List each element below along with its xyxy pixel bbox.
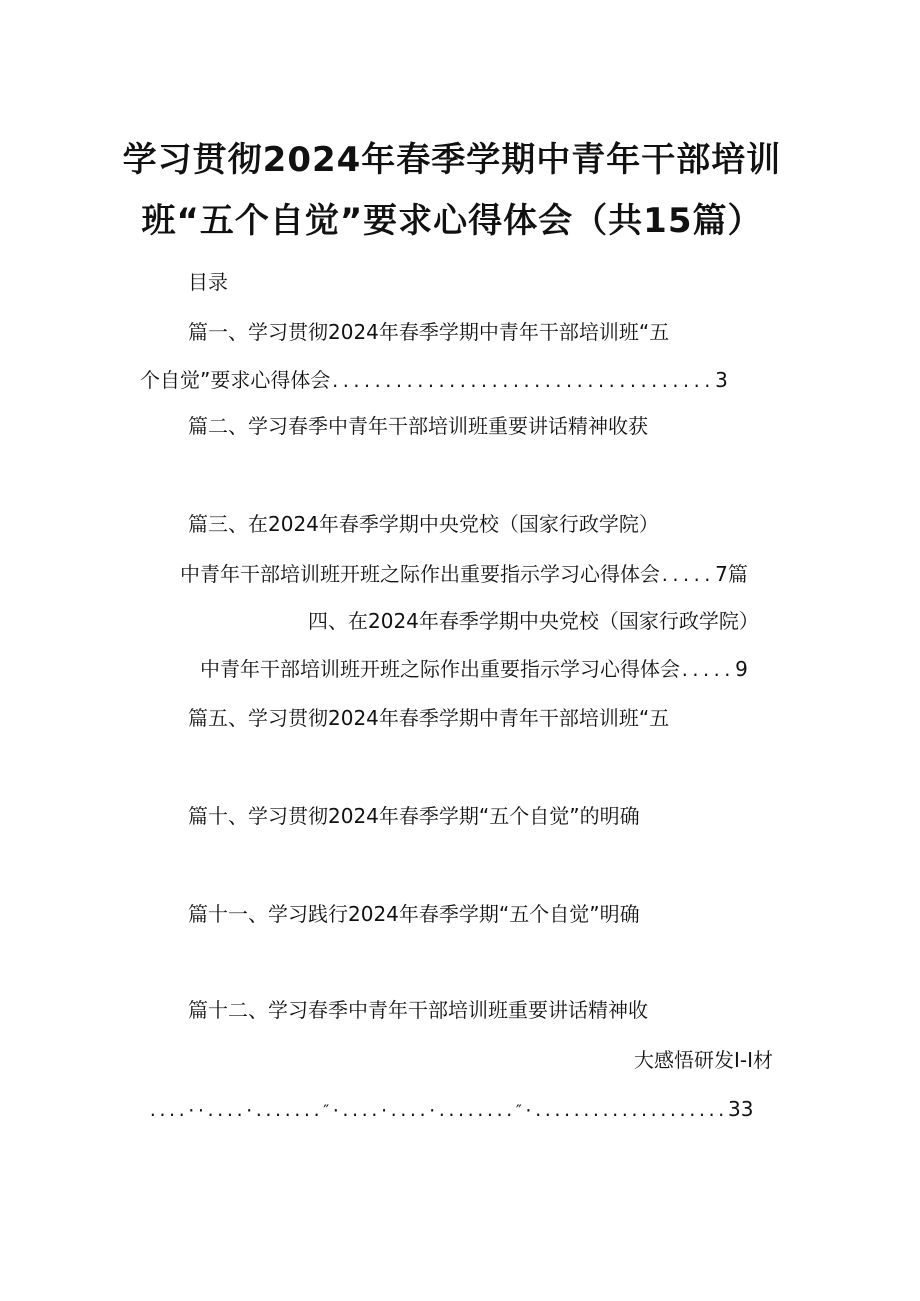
toc-heading: 目录 (188, 270, 228, 294)
toc-entry[interactable] (188, 512, 659, 536)
toc-entry-text: 篇十二、学习春季中青年干部培训班重要讲话精神收 (188, 998, 648, 1022)
toc-page-number: 33 (727, 1097, 754, 1121)
toc-entry-text: 大感悟研发I-I材 (634, 1048, 774, 1072)
document-title-line-1: 学习贯彻2024年春季学期中青年干部培训 (122, 140, 782, 180)
document-title-line-2: 班“五个自觉”要求心得体会（共15篇） (141, 201, 763, 241)
toc-entry[interactable] (200, 657, 748, 683)
toc-entry[interactable] (140, 368, 728, 394)
toc-entry-text: 个自觉”要求心得体会 (140, 368, 331, 392)
toc-entry-text: 篇二、学习春季中青年干部培训班重要讲话精神收获 (188, 414, 648, 438)
toc-page-number: 7篇 (715, 562, 748, 586)
toc-entry-text: 篇五、学习贯彻2024年春季学期中青年干部培训班“五 (188, 706, 670, 730)
toc-entry-text: 中青年干部培训班开班之际作出重要指示学习心得体会 (200, 657, 680, 681)
toc-entry[interactable] (148, 1097, 753, 1123)
toc-entry[interactable] (308, 609, 759, 633)
toc-page-number: 9 (735, 657, 748, 681)
toc-leader-dots: ..... (660, 566, 714, 585)
toc-entry-text: 篇十、学习贯彻2024年春季学期“五个自觉”的明确 (188, 804, 640, 828)
toc-entry[interactable] (180, 562, 748, 588)
toc-entry[interactable] (188, 804, 640, 828)
toc-entry[interactable] (188, 320, 669, 344)
toc-leader-dots: ..... (680, 661, 734, 680)
toc-leader-dots: .................................... (330, 372, 714, 391)
toc-entry-text: 篇三、在2024年春季学期中央党校（国家行政学院） (188, 512, 659, 536)
toc-entry-text: 中青年干部培训班开班之际作出重要指示学习心得体会 (180, 562, 660, 586)
toc-leader-dots: ....··....·.......″·....·....·........″·.................... (148, 1101, 726, 1120)
toc-entry[interactable] (188, 998, 648, 1022)
toc-entry[interactable] (634, 1048, 773, 1072)
toc-entry[interactable] (188, 414, 648, 438)
toc-page-number: 3 (715, 368, 728, 392)
toc-entry[interactable] (188, 902, 640, 926)
toc-entry-text: 篇一、学习贯彻2024年春季学期中青年干部培训班“五 (188, 320, 670, 344)
toc-entry[interactable] (188, 706, 669, 730)
toc-entry-text: 四、在2024年春季学期中央党校（国家行政学院） (308, 609, 759, 633)
toc-entry-text: 篇十一、学习践行2024年春季学期“五个自觉”明确 (188, 902, 640, 926)
